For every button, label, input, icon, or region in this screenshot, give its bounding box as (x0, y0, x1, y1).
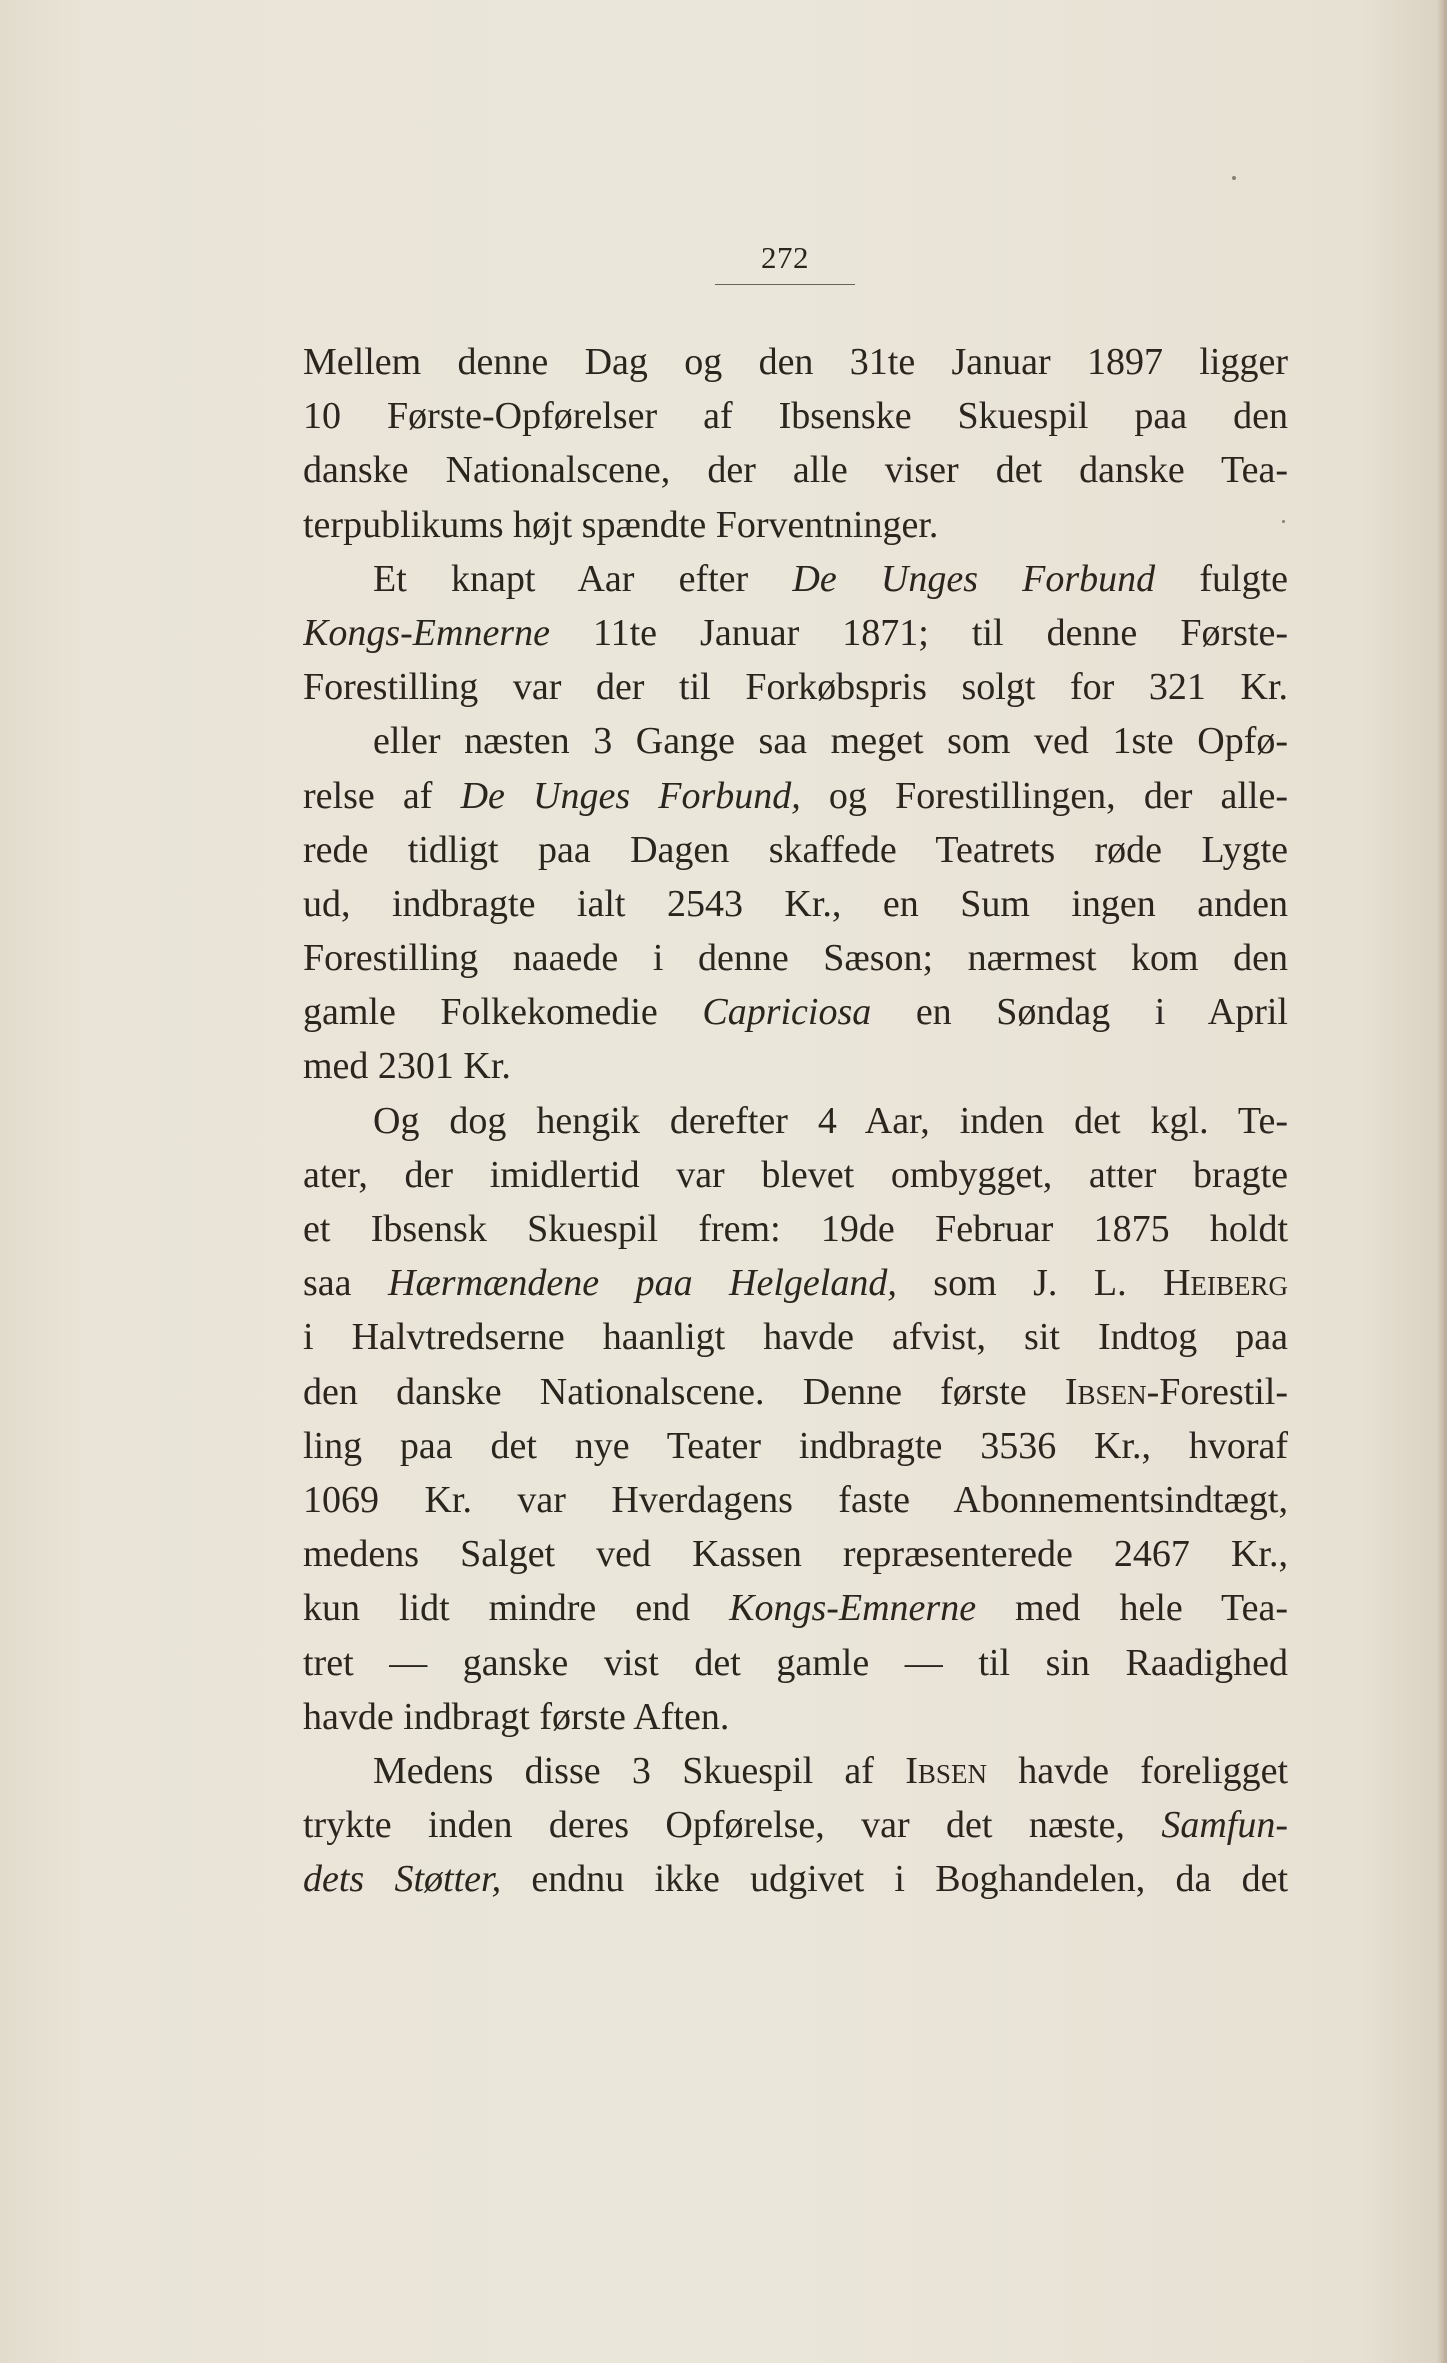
text-line: tret — ganske vist det gamle — til sin Raadighed (303, 1641, 1288, 1684)
text-line: danske Nationalscene, der alle viser det danske Tea- (303, 449, 1288, 492)
italic-title: De Unges Forbund, (460, 774, 801, 817)
text-line: Forestilling var der til Forkøbspris solgt for 321 Kr. (303, 666, 1288, 709)
text-line: kun lidt mindre end Kongs-Emnerne med hele Tea- (303, 1587, 1288, 1630)
text-line: 1069 Kr. var Hverdagens faste Abonnementsindtægt, (303, 1478, 1288, 1521)
text-line: ling paa det nye Teater indbragte 3536 Kr., hvoraf (303, 1424, 1288, 1467)
text-line: saa Hærmændene paa Helgeland, som J. L. Heiberg (303, 1262, 1288, 1305)
italic-title: Hærmændene paa Helgeland, (388, 1262, 897, 1305)
paper-speck (1232, 176, 1236, 180)
text-line: Forestilling naaede i denne Sæson; nærmest kom den (303, 937, 1288, 980)
italic-title: Samfun- (1161, 1804, 1288, 1847)
text-line: ater, der imidlertid var blevet ombygget, atter bragte (303, 1153, 1288, 1196)
italic-title: dets Støtter, (303, 1858, 502, 1901)
text-line: relse af De Unges Forbund, og Forestillingen, der alle- (303, 774, 1288, 817)
small-caps-name: Heiberg (1163, 1262, 1288, 1305)
text-line: Mellem denne Dag og den 31te Januar 1897 ligger (303, 341, 1288, 383)
text-line: eller næsten 3 Gange saa meget som ved 1ste Opfø- (373, 720, 1288, 763)
italic-title: Capriciosa (702, 991, 872, 1034)
text-line: trykte inden deres Opførelse, var det næste, Samfun- (303, 1804, 1288, 1847)
text-line: Medens disse 3 Skuespil af Ibsen havde foreligget (373, 1749, 1288, 1792)
small-caps-name: Ibsen (1064, 1370, 1147, 1413)
text-line: dets Støtter, endnu ikke udgivet i Boghandelen, da det (303, 1858, 1288, 1901)
page-number-rule (715, 284, 855, 285)
text-line: medens Salget ved Kassen repræsenterede 2467 Kr., (303, 1533, 1288, 1576)
small-caps-name: Ibsen (905, 1749, 987, 1792)
text-line: terpublikums højt spændte Forventninger. (303, 503, 939, 546)
italic-title: De Unges Forbund (792, 557, 1156, 600)
text-line: rede tidligt paa Dagen skaffede Teatrets røde Lygte (303, 828, 1288, 871)
page-number: 272 (761, 240, 809, 275)
text-line: gamle Folkekomedie Capriciosa en Søndag i April (303, 991, 1288, 1034)
text-line: et Ibsensk Skuespil frem: 19de Februar 1875 holdt (303, 1208, 1288, 1250)
body-text (303, 335, 1288, 1906)
page-edge-shadow (1437, 0, 1447, 2363)
italic-title: Kongs-Emnerne (729, 1587, 977, 1630)
text-line: ud, indbragte ialt 2543 Kr., en Sum ingen anden (303, 882, 1288, 925)
text-line: 10 Første-Opførelser af Ibsenske Skuespil paa den (303, 395, 1288, 438)
text-line: havde indbragt første Aften. (303, 1695, 730, 1738)
text-line: Og dog hengik derefter 4 Aar, inden det kgl. Te- (373, 1099, 1288, 1142)
text-line: den danske Nationalscene. Denne første Ibsen-Forestil- (303, 1370, 1288, 1413)
italic-title: Kongs-Emnerne (303, 611, 550, 654)
text-line: Kongs-Emnerne 11te Januar 1871; til denne Første- (303, 611, 1288, 654)
text-line: i Halvtredserne haanligt havde afvist, sit Indtog paa (303, 1316, 1288, 1359)
text-line: Et knapt Aar efter De Unges Forbund fulgte (373, 557, 1288, 600)
text-line: med 2301 Kr. (303, 1045, 511, 1088)
